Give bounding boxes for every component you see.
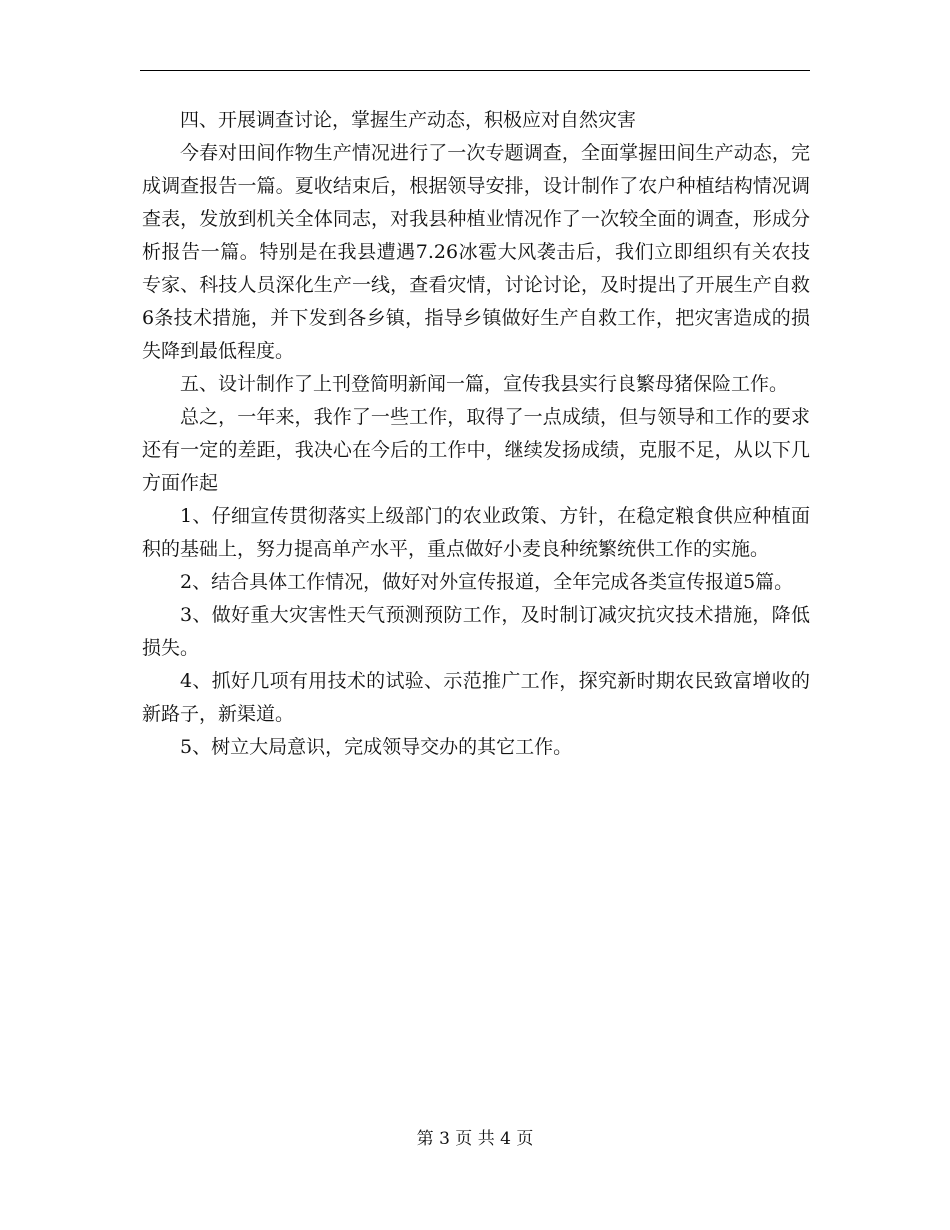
list-item-4: 4、抓好几项有用技术的试验、示范推广工作，探究新时期农民致富增收的新路子，新渠道。 <box>142 670 810 725</box>
list-item-1: 1、仔细宣传贯彻落实上级部门的农业政策、方针，在稳定粮食供应种植面积的基础上，努力提高单产水平，重点做好小麦良种统繁统供工作的实施。 <box>142 505 810 560</box>
page-number-footer: 第 3 页 共 4 页 <box>416 1129 534 1149</box>
section-heading-four: 四、开展调查讨论，掌握生产动态，积极应对自然灾害 <box>180 109 637 131</box>
document-body <box>142 104 810 764</box>
list-item-3: 3、做好重大灾害性天气预测预防工作，及时制订减灾抗灾技术措施，降低损失。 <box>142 604 810 659</box>
list-item-5: 5、树立大局意识，完成领导交办的其它工作。 <box>180 736 573 758</box>
header-rule <box>140 70 810 71</box>
section-heading-five: 五、设计制作了上刊登简明新闻一篇，宣传我县实行良繁母猪保险工作。 <box>180 373 789 395</box>
paragraph-summary: 总之，一年来，我作了一些工作，取得了一点成绩，但与领导和工作的要求还有一定的差距，我决心在今后的工作中，继续发扬成绩，克服不足，从以下几方面作起 <box>142 406 810 494</box>
list-item-2: 2、结合具体工作情况，做好对外宣传报道，全年完成各类宣传报道5篇。 <box>180 571 794 593</box>
paragraph-survey: 今春对田间作物生产情况进行了一次专题调查，全面掌握田间生产动态，完成调查报告一篇。夏收结束后，根据领导安排，设计制作了农户种植结构情况调查表，发放到机关全体同志，对我县种植业情况作了一次较全面的调查，形成分析报告一篇。特别是在我县遭遇7.26冰雹大风袭击后，我们立即组织有关农技专家、科技人员深化生产一线，查看灾情，讨论讨论，及时提出了开展生产自救6条技术措施，并下发到各乡镇，指导乡镇做好生产自救工作，把灾害造成的损失降到最低程度。 <box>142 142 810 362</box>
